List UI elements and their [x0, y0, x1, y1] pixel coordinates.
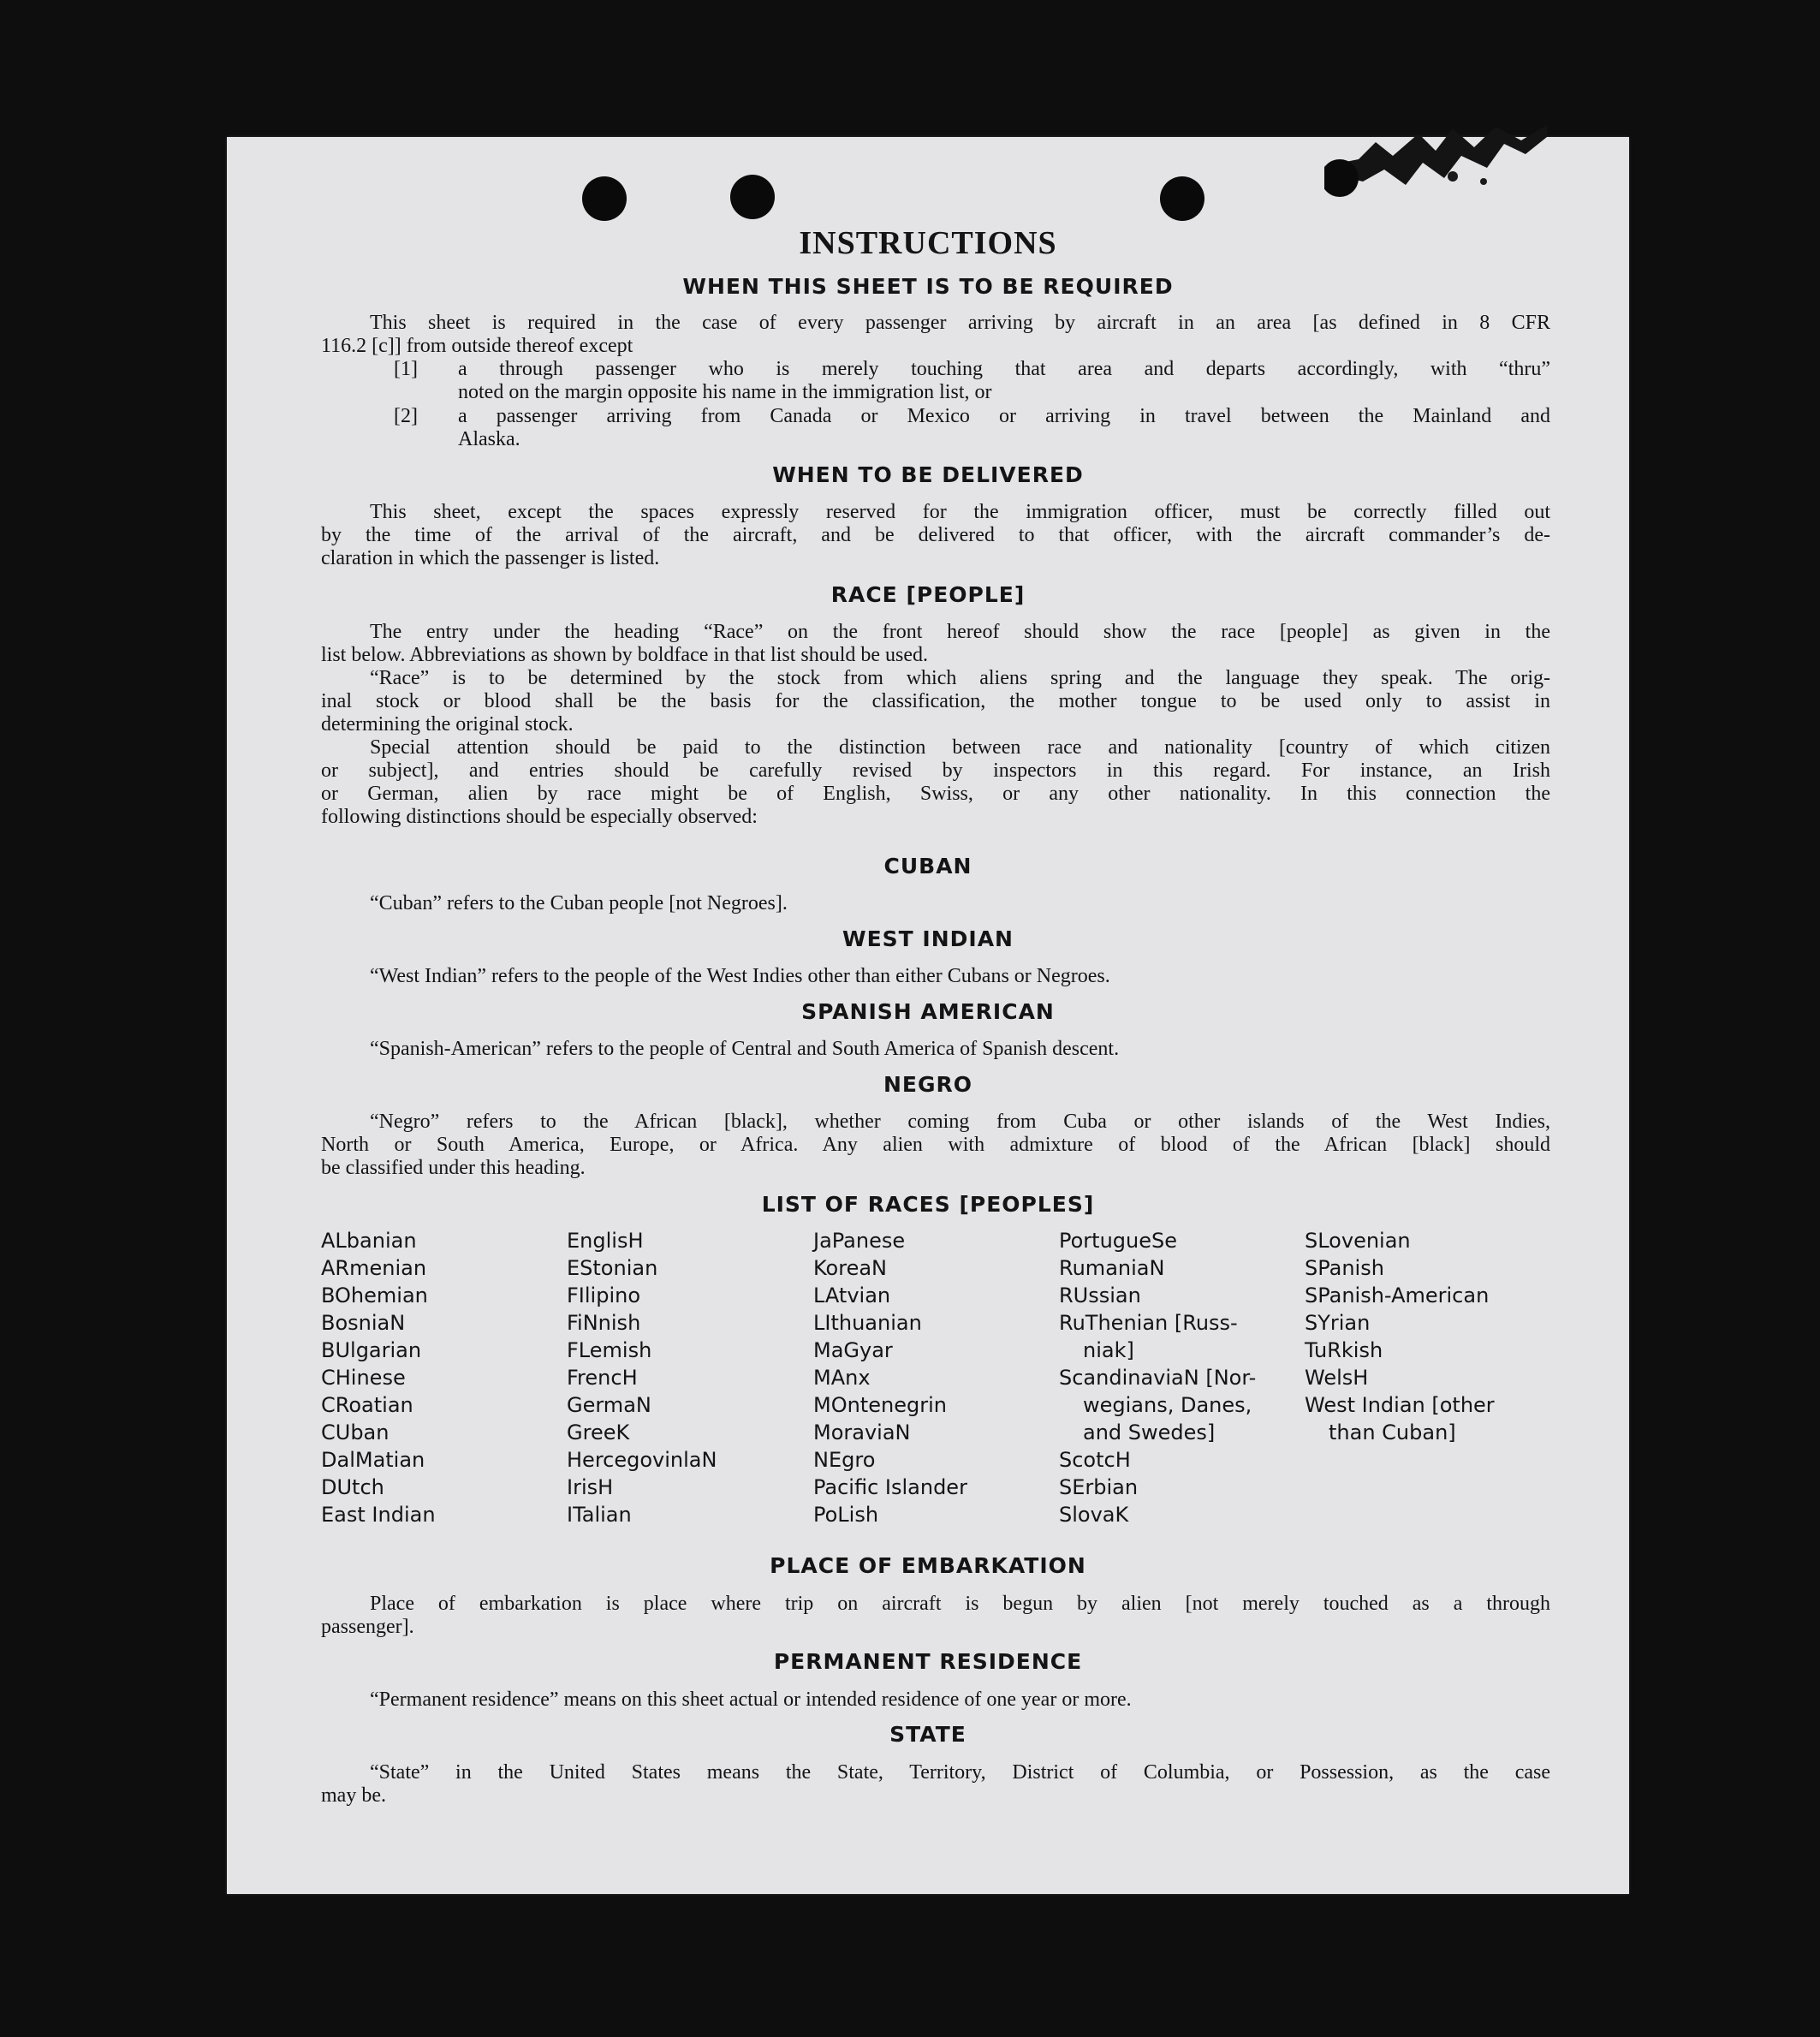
paragraph-permanent-residence: “Permanent residence” means on this sheet actual or intended residence of one year or more. [370, 1689, 1132, 1711]
race-entry: ALbanian [321, 1229, 417, 1253]
race-entry: ITalian [567, 1503, 632, 1527]
paragraph-west-indian: “West Indian” refers to the people of the West Indies other than either Cubans or Negroes. [370, 965, 1110, 987]
race-entry: and Swedes] [1083, 1421, 1216, 1444]
race-entry: SYrian [1305, 1311, 1371, 1335]
race-entry: KoreaN [813, 1256, 887, 1280]
paragraph-negro: “Negro” refers to the African [black], whether coming from Cuba or other islands of the West Indies, North or South America, Europe, or Africa. Any alien with admixture of blood of the African [black] should be classified under this heading. [321, 1111, 1550, 1179]
race-entry: HercegovinlaN [567, 1448, 717, 1472]
paragraph-cuban: “Cuban” refers to the Cuban people [not Negroes]. [370, 892, 788, 914]
heading-when-delivered: WHEN TO BE DELIVERED [772, 462, 1084, 487]
race-entry: FIlipino [567, 1284, 641, 1307]
heading-place-of-embarkation: PLACE OF EMBARKATION [770, 1553, 1086, 1578]
race-entry: WelsH [1305, 1366, 1369, 1390]
race-entry: GermaN [567, 1393, 651, 1417]
race-entry: EnglisH [567, 1229, 644, 1253]
race-entry: MAnx [813, 1366, 871, 1390]
race-entry: FLemish [567, 1338, 652, 1362]
race-entry: SErbian [1059, 1475, 1139, 1499]
races-column [1305, 1227, 1553, 1446]
race-entry: BosniaN [321, 1311, 406, 1335]
race-entry: SlovaK [1059, 1503, 1129, 1527]
race-entry: RUssian [1059, 1284, 1141, 1307]
instruction-sheet: INSTRUCTIONS WHEN THIS SHEET IS TO BE REQUIRED This sheet is required in the case of every passenger arriving by aircraft in an area [as defined in 8 CFR 116.2 [c]] from outside thereof except [1] a through passenger who is merely touching that area and departs accordingly, with “thru” noted on the margin opposite his name in the immigration list, or [2] a passenger arriving from Canada or Mexico or arriving in travel between the Mainland and Alaska. WHEN TO BE DELIVERED This sheet, except the spaces expressly reserved for the immigration officer, must be correctly filled out by the time of the arrival of the aircraft, and be delivered to that officer, with the aircraft commander’s de- claration in which the passenger is listed. RACE [PEOPLE] The entry under the heading “Race” on the front hereof should show the race [people] as given in the list below. Abbreviations as shown by boldface in that list should be used. “Race” is to be determined by the stock from which aliens spring and the language they speak. The orig- inal stock or blood shall be the basis for the classification, the mother tongue to be used only to assist in determining the original stock. Special attention should be paid to the distinction between race and nationality [country of which citizen or subject], and entries should be carefully revised by inspectors in this regard. For instance, an Irish or German, alien by race might be of English, Swiss, or any other nationality. In this connection the following distinctions should be especially observed: CUBAN “Cuban” refers to the Cuban people [not Negroes]. WEST INDIAN “West Indian” refers to the people of the West Indies other than either Cubans or Negroes. SPANISH AMERICAN “Spanish-American” refers to the people of Central and South America of Spanish descent. NEGRO “Negro” refers to the African [black], whether coming from Cuba or other islands of the West Indies, North or South America, Europe, or Africa. Any alien with admixture of blood of the African [black] should be classified under this heading. LIST OF RACES [PEOPLES] ALbanian ARmenian BOhemian BosniaN BUlgarian CHinese CRoatian CUban DalMatian DUtch East Indian EnglisH EStonian FIlipino FiNnish FLemish FrencH GermaN GreeK HercegovinlaN IrisH ITalian JaPanese KoreaN LAtvian LIthuanian MaGyar MAnx MOntenegrin MoraviaN NEgro Pacific Islander PoLish PortugueSe RumaniaN RUssian RuThenian [Russ- niak] ScandinaviaN [Nor- wegians, Danes, and Swedes] ScotcH SErbian SlovaK SLovenian SPanish SPanish-American SYrian TuRkish WelsH West Indian [other than Cuban] PLACE OF EMBARKATION Place of embarkation is place where trip on aircraft is begun by alien [not merely touched as a through passenger]. PERMANENT RESIDENCE “Permanent residence” means on this sheet actual or intended residence of one year or more. STATE “State” in the United States means the State, Territory, District of Columbia, or Possession, as the case may be. [227, 137, 1629, 1894]
heading-negro: NEGRO [883, 1072, 973, 1097]
races-column [567, 1227, 815, 1528]
race-entry: Pacific Islander [813, 1475, 967, 1499]
race-entry: BOhemian [321, 1284, 428, 1307]
race-entry: TuRkish [1305, 1338, 1383, 1362]
heading-spanish-american: SPANISH AMERICAN [801, 999, 1055, 1024]
punch-hole [1160, 176, 1204, 221]
paragraph-when-required: This sheet is required in the case of every passenger arriving by aircraft in an area [as defined in 8 CFR 116.2 [c]] from outside thereof except [321, 312, 1550, 357]
race-entry: ScandinaviaN [Nor- [1059, 1366, 1257, 1390]
race-entry: than Cuban] [1329, 1421, 1456, 1444]
races-column [1059, 1227, 1307, 1528]
heading-permanent-residence: PERMANENT RESIDENCE [773, 1649, 1083, 1674]
heading-race: RACE [PEOPLE] [830, 582, 1026, 607]
race-entry: DalMatian [321, 1448, 425, 1472]
heading-when-required: WHEN THIS SHEET IS TO BE REQUIRED [682, 274, 1174, 299]
race-entry: niak] [1083, 1338, 1134, 1362]
race-entry: West Indian [other [1305, 1393, 1495, 1417]
race-entry: RuThenian [Russ- [1059, 1311, 1238, 1335]
race-entry: East Indian [321, 1503, 436, 1527]
race-entry: LIthuanian [813, 1311, 922, 1335]
race-entry: NEgro [813, 1448, 876, 1472]
paragraph-when-delivered: This sheet, except the spaces expressly reserved for the immigration officer, must be correctly filled out by the time of the arrival of the aircraft, and be delivered to that officer, with the aircraft commander’s de- claration in which the passenger is listed. [321, 501, 1550, 569]
races-column [321, 1227, 569, 1528]
race-entry: LAtvian [813, 1284, 891, 1307]
race-entry: PoLish [813, 1503, 879, 1527]
race-entry: PortugueSe [1059, 1229, 1177, 1253]
heading-cuban: CUBAN [883, 854, 972, 879]
race-entry: ARmenian [321, 1256, 427, 1280]
race-entry: SLovenian [1305, 1229, 1411, 1253]
paragraph-place-of-embarkation: Place of embarkation is place where trip on aircraft is begun by alien [not merely touched as a through passenger]. [321, 1593, 1550, 1638]
race-entry: IrisH [567, 1475, 614, 1499]
race-entry: SPanish [1305, 1256, 1384, 1280]
paragraph-race-nationality: Special attention should be paid to the distinction between race and nationality [country of which citizen or subject], and entries should be carefully revised by inspectors in this regard. For instance, an Irish or German, alien by race might be of English, Swiss, or any other nationality. In this connection the following distinctions should be especially observed: [321, 736, 1550, 828]
race-entry: DUtch [321, 1475, 384, 1499]
paragraph-race-definition: “Race” is to be determined by the stock from which aliens spring and the language they speak. The orig- inal stock or blood shall be the basis for the classification, the mother tongue to be used only to assist in determining the original stock. [321, 667, 1550, 736]
heading-list-of-races: LIST OF RACES [PEOPLES] [761, 1192, 1095, 1217]
paragraph-spanish-american: “Spanish-American” refers to the people of Central and South America of Spanish descent. [370, 1038, 1120, 1060]
race-entry: CRoatian [321, 1393, 413, 1417]
heading-state: STATE [889, 1722, 967, 1747]
race-entry: RumaniaN [1059, 1256, 1165, 1280]
race-entry: GreeK [567, 1421, 630, 1444]
race-entry: SPanish-American [1305, 1284, 1490, 1307]
race-entry: BUlgarian [321, 1338, 422, 1362]
torn-corner-damage [1324, 125, 1547, 207]
punch-hole [582, 176, 627, 221]
paragraph-race-entry: The entry under the heading “Race” on the front hereof should show the race [people] as given in the list below. Abbreviations as shown by boldface in that list should be used. [321, 621, 1550, 666]
race-entry: JaPanese [813, 1229, 906, 1253]
race-entry: MaGyar [813, 1338, 893, 1362]
race-entry: ScotcH [1059, 1448, 1131, 1472]
race-entry: CUban [321, 1421, 390, 1444]
races-column [813, 1227, 1062, 1528]
race-entry: MoraviaN [813, 1421, 911, 1444]
heading-west-indian: WEST INDIAN [842, 926, 1014, 951]
race-entry: FiNnish [567, 1311, 641, 1335]
punch-hole [730, 175, 775, 219]
race-entry: EStonian [567, 1256, 658, 1280]
race-entry: MOntenegrin [813, 1393, 947, 1417]
page-title: INSTRUCTIONS [799, 225, 1057, 261]
race-entry: wegians, Danes, [1083, 1393, 1252, 1417]
race-entry: CHinese [321, 1366, 406, 1390]
races-list [321, 1227, 1571, 1527]
paragraph-state: “State” in the United States means the State, Territory, District of Columbia, or Possession, as the case may be. [321, 1761, 1550, 1807]
race-entry: FrencH [567, 1366, 638, 1390]
